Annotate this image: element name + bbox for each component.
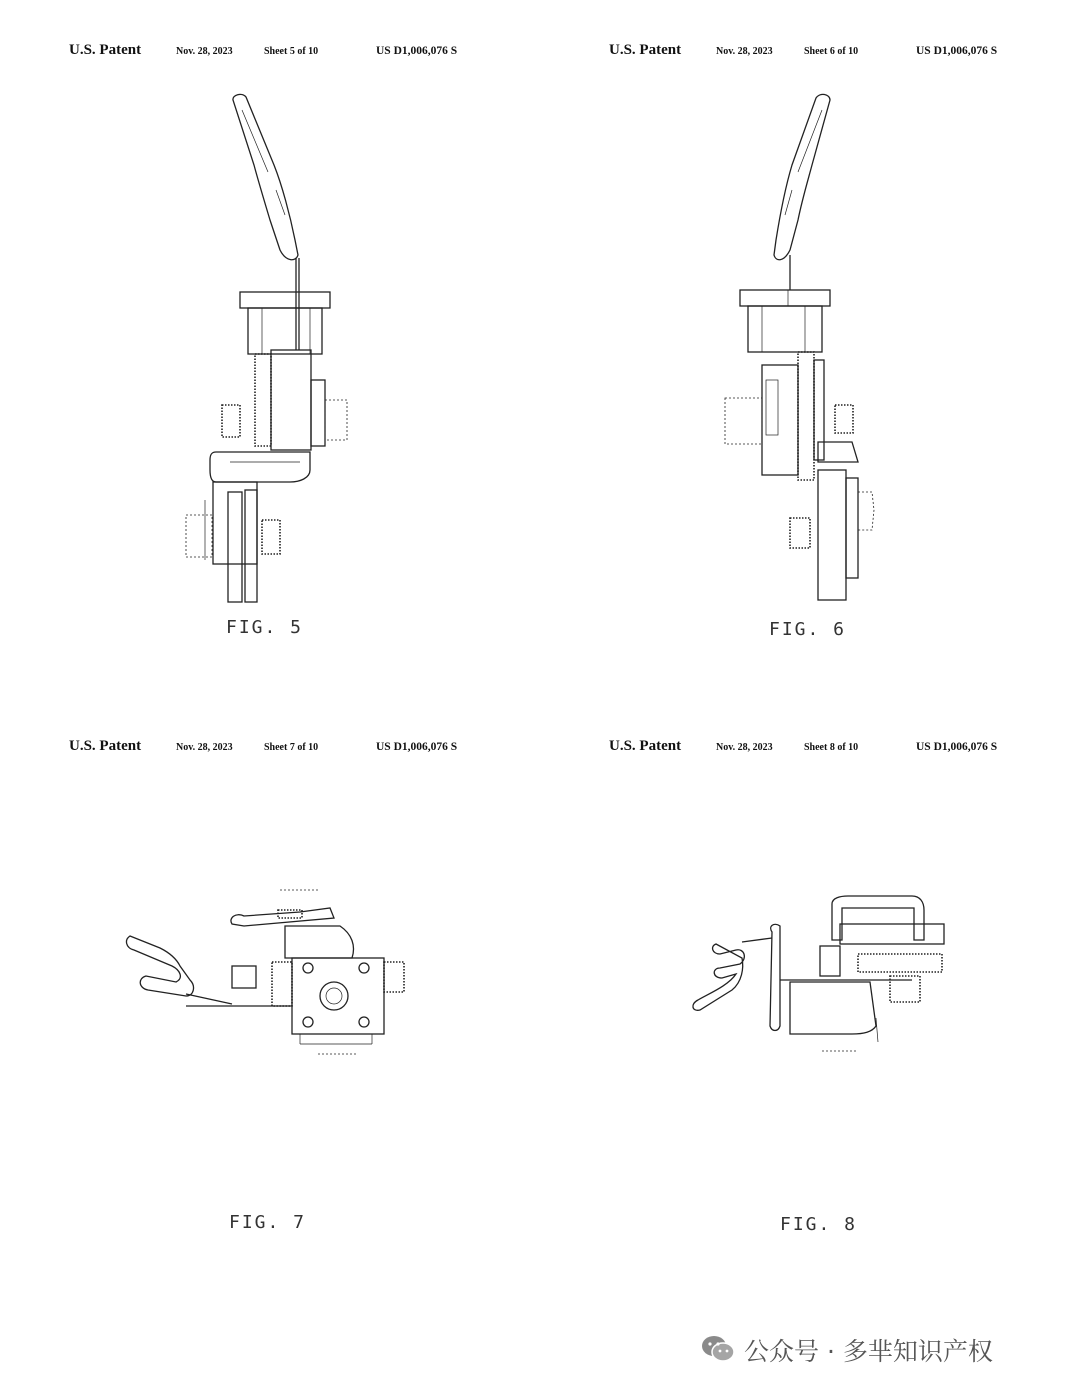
figure-label: FIG. 6 [769,619,847,640]
patent-number: US D1,006,076 S [916,741,998,753]
sheet-number: Sheet 8 of 10 [804,742,859,753]
patent-sheet-7 [0,696,540,1392]
patent-date: Nov. 28, 2023 [716,46,773,57]
watermark-text: 公众号 · 多芈知识产权 [744,1337,993,1366]
patent-number: US D1,006,076 S [376,741,458,753]
patent-title: U.S. Patent [69,42,142,58]
figure-label: FIG. 8 [780,1214,858,1235]
patent-number: US D1,006,076 S [376,45,458,57]
patent-date: Nov. 28, 2023 [176,742,233,753]
figure-label: FIG. 7 [229,1212,307,1233]
figure-label: FIG. 5 [226,617,304,638]
figure-5-drawing [0,0,540,696]
patent-title: U.S. Patent [69,738,142,754]
patent-number: US D1,006,076 S [916,45,998,57]
sheet-number: Sheet 5 of 10 [264,46,319,57]
patent-sheet-8 [540,696,1080,1392]
patent-sheet-5 [0,0,540,696]
patent-sheet-6 [540,0,1080,696]
watermark [700,1330,1060,1370]
wechat-icon [700,1334,736,1364]
patent-date: Nov. 28, 2023 [716,742,773,753]
sheet-number: Sheet 6 of 10 [804,46,859,57]
sheet-number: Sheet 7 of 10 [264,742,319,753]
figure-8-drawing [540,696,1080,1392]
figure-7-drawing [0,696,540,1392]
patent-title: U.S. Patent [609,42,682,58]
patent-title: U.S. Patent [609,738,682,754]
patent-date: Nov. 28, 2023 [176,46,233,57]
figure-6-drawing [540,0,1080,696]
